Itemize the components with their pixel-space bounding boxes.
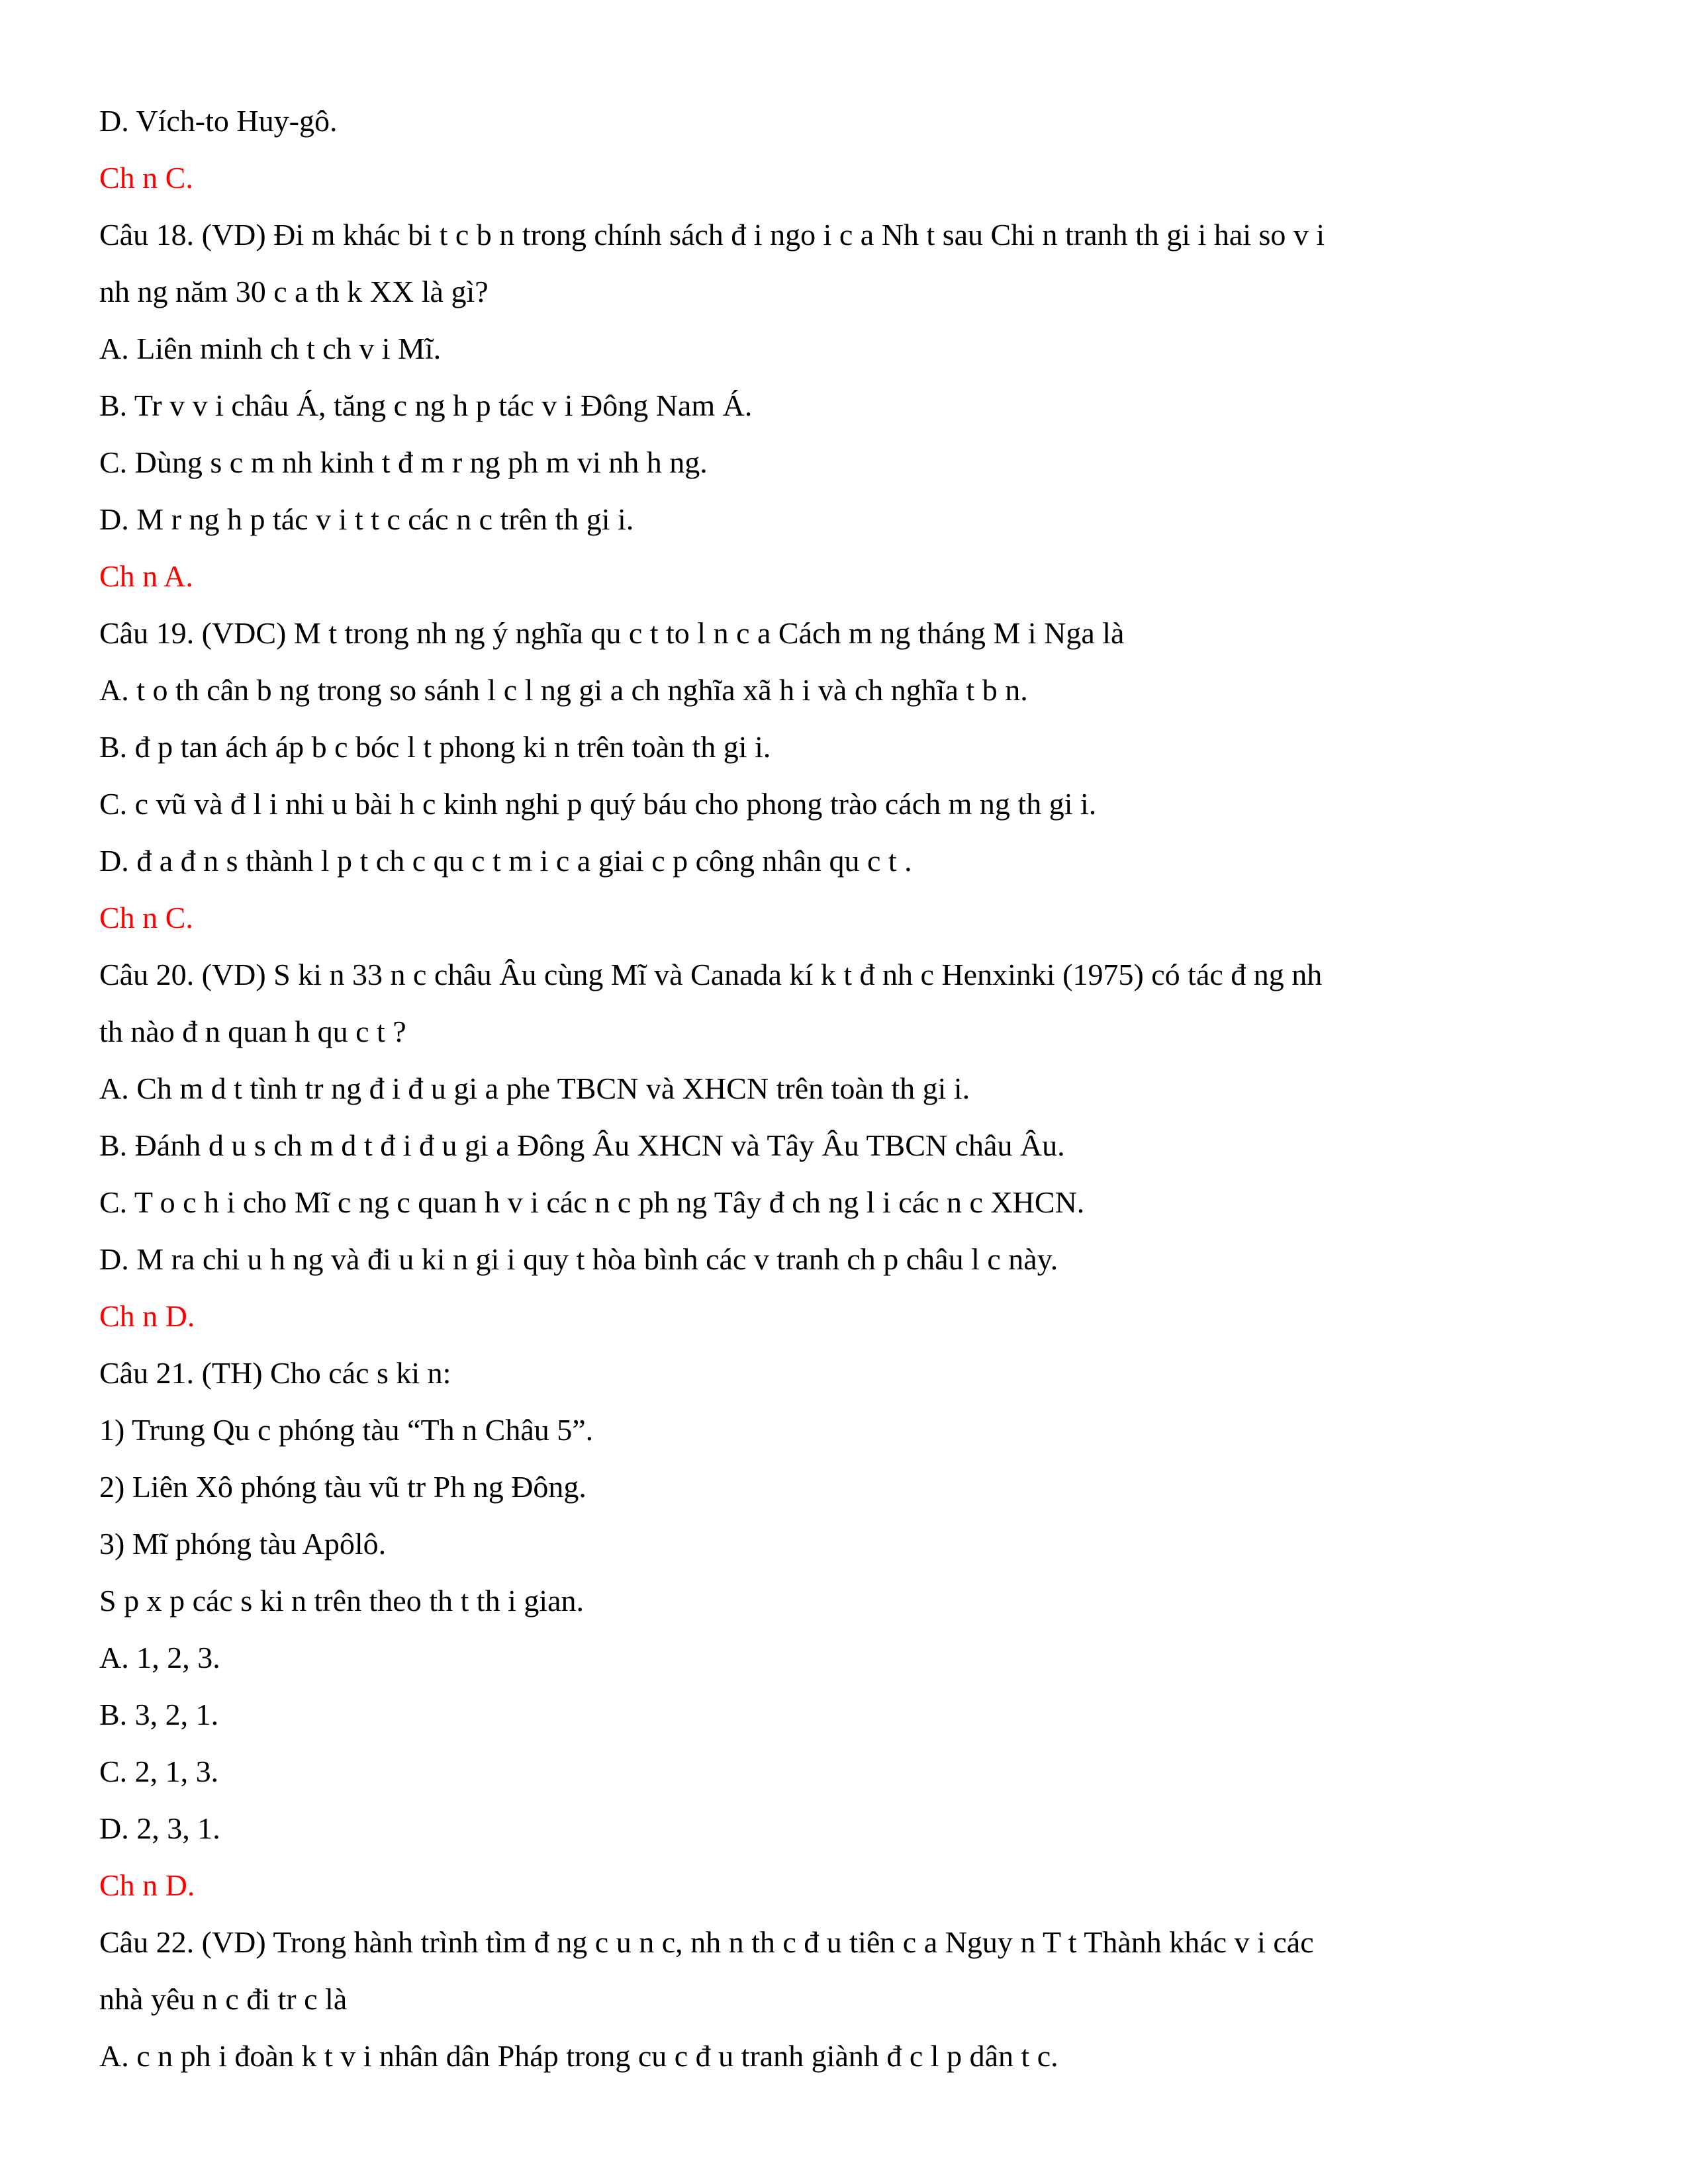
option-line: A. t o th cân b ng trong so sánh l c l ng gi a ch nghĩa xã h i và ch nghĩa t b n.	[99, 673, 1028, 707]
answer-line: Ch n C.	[99, 161, 193, 195]
option-line: B. đ p tan ách áp b c bóc l t phong ki n trên toàn th gi i.	[99, 730, 771, 764]
question-line: nhà yêu n c đi tr c là	[99, 1982, 348, 2016]
question-line: S p x p các s ki n trên theo th t th i gian.	[99, 1584, 585, 1617]
answer-line: Ch n D.	[99, 1299, 195, 1333]
list-item: 3) Mĩ phóng tàu Apôlô.	[99, 1527, 387, 1561]
option-line: A. c n ph i đoàn k t v i nhân dân Pháp trong cu c đ u tranh giành đ c l p dân t c.	[99, 2039, 1058, 2073]
document-page	[99, 93, 1589, 2085]
option-line: A. Ch m d t tình tr ng đ i đ u gi a phe TBCN và XHCN trên toàn th gi i.	[99, 1071, 970, 1105]
question-line: nh ng năm 30 c a th k XX là gì?	[99, 275, 489, 308]
list-item: 2) Liên Xô phóng tàu vũ tr Ph ng Đông.	[99, 1470, 586, 1504]
option-line: C. T o c h i cho Mĩ c ng c quan h v i các n c ph ng Tây đ ch ng l i các n c XHCN.	[99, 1185, 1085, 1219]
answer-line: Ch n C.	[99, 901, 193, 934]
option-line: B. Tr v v i châu Á, tăng c ng h p tác v i Đông Nam Á.	[99, 388, 753, 422]
option-line: B. Đánh d u s ch m d t đ i đ u gi a Đông Âu XHCN và Tây Âu TBCN châu Âu.	[99, 1128, 1065, 1162]
list-item: 1) Trung Qu c phóng tàu “Th n Châu 5”.	[99, 1413, 594, 1447]
question-line: Câu 21. (TH) Cho các s ki n:	[99, 1356, 451, 1390]
option-line: B. 3, 2, 1.	[99, 1698, 219, 1731]
question-line: Câu 22. (VD) Trong hành trình tìm đ ng c u n c, nh n th c đ u tiên c a Nguy n T t Thành khác v i các	[99, 1925, 1314, 1959]
option-line: D. M ra chi u h ng và đi u ki n gi i quy t hòa bình các v tranh ch p châu l c này.	[99, 1242, 1058, 1276]
option-line: A. 1, 2, 3.	[99, 1641, 220, 1674]
option-line: D. M r ng h p tác v i t t c các n c trên th gi i.	[99, 502, 634, 536]
option-line: C. c vũ và đ l i nhi u bài h c kinh nghi p quý báu cho phong trào cách m ng th gi i.	[99, 787, 1097, 821]
question-line: Câu 20. (VD) S ki n 33 n c châu Âu cùng Mĩ và Canada kí k t đ nh c Henxinki (1975) có tác đ ng nh	[99, 958, 1323, 991]
question-line: Câu 19. (VDC) M t trong nh ng ý nghĩa qu c t to l n c a Cách m ng tháng M i Nga là	[99, 616, 1125, 650]
question-line: th nào đ n quan h qu c t ?	[99, 1015, 406, 1048]
question-line: Câu 18. (VD) Đi m khác bi t c b n trong chính sách đ i ngo i c a Nh t sau Chi n tranh th gi i hai so v i	[99, 218, 1325, 251]
option-line: C. Dùng s c m nh kinh t đ m r ng ph m vi nh h ng.	[99, 445, 708, 479]
answer-line: Ch n A.	[99, 559, 193, 593]
option-line: D. Vích-to Huy-gô.	[99, 104, 338, 138]
option-line: C. 2, 1, 3.	[99, 1754, 219, 1788]
option-line: A. Liên minh ch t ch v i Mĩ.	[99, 332, 442, 365]
option-line: D. đ a đ n s thành l p t ch c qu c t m i c a giai c p công nhân qu c t .	[99, 844, 912, 878]
answer-line: Ch n D.	[99, 1868, 195, 1902]
option-line: D. 2, 3, 1.	[99, 1811, 220, 1845]
